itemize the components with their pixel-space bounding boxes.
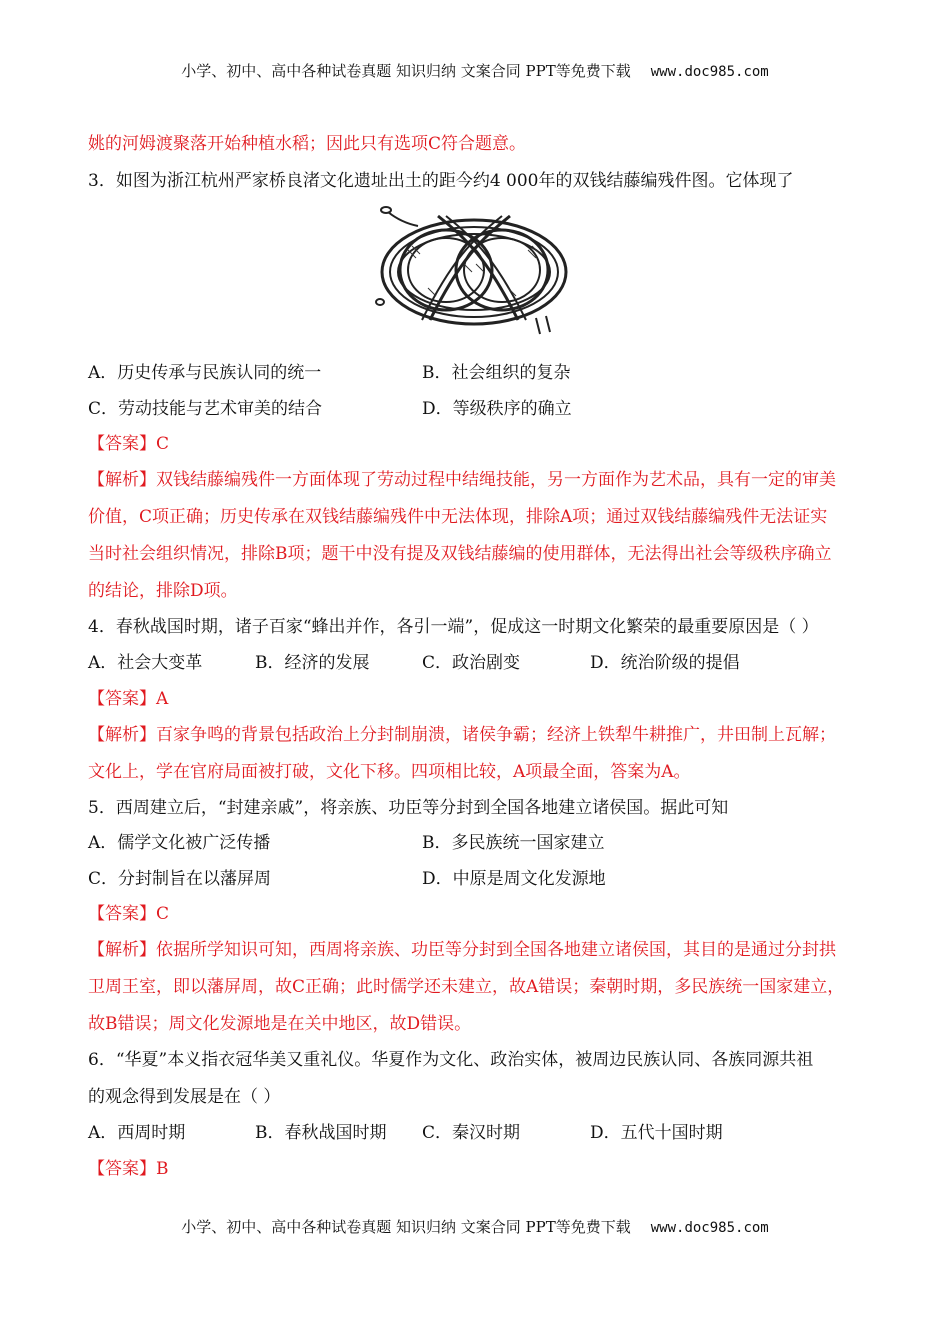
- q3-analysis-line: 【解析】双钱结藤编残件一方面体现了劳动过程中结绳技能，另一方面作为艺术品，具有一定的审美: [88, 470, 836, 490]
- q3-option-d: D．等级秩序的确立: [422, 399, 572, 419]
- footer-url[interactable]: www.doc985.com: [650, 1220, 769, 1236]
- q5-option-c: C．分封制旨在以藩屏周: [88, 869, 272, 889]
- q3-stem: 3．如图为浙江杭州严家桥良渚文化遗址出土的距今约4 000年的双钱结藤编残件图。它体现了: [88, 171, 794, 191]
- q4-option-a: A．社会大变革: [88, 653, 203, 673]
- q5-option-b: B．多民族统一国家建立: [422, 833, 605, 853]
- q4-answer: 【答案】A: [88, 689, 169, 709]
- q5-analysis-line: 卫周王室，即以藩屏周，故C正确；此时儒学还未建立，故A错误；秦朝时期，多民族统一国家建立，: [88, 977, 845, 997]
- q3-answer: 【答案】C: [88, 434, 170, 454]
- page-footer: [0, 1216, 950, 1237]
- q4-option-d: D．统治阶级的提倡: [590, 653, 740, 673]
- q6-stem-line: 的观念得到发展是在（ ）: [88, 1087, 281, 1107]
- q4-analysis-line: 文化上，学在官府局面被打破，文化下移。四项相比较，A项最全面，答案为A。: [88, 762, 691, 782]
- q4-option-b: B．经济的发展: [255, 653, 370, 673]
- q3-option-c: C．劳动技能与艺术审美的结合: [88, 399, 323, 419]
- header-url[interactable]: www.doc985.com: [650, 64, 769, 80]
- q3-analysis-line: 当时社会组织情况，排除B项；题干中没有提及双钱结藤编的使用群体，无法得出社会等级秩序确立: [88, 544, 832, 564]
- q5-option-d: D．中原是周文化发源地: [422, 869, 606, 889]
- footer-text: 小学、初中、高中各种试卷真题 知识归纳 文案合同 PPT等免费下载: [181, 1218, 631, 1236]
- q6-option-a: A．西周时期: [88, 1123, 186, 1143]
- q6-option-b: B．春秋战国时期: [255, 1123, 387, 1143]
- q5-analysis-line: 【解析】依据所学知识可知，西周将亲族、功臣等分封到全国各地建立诸侯国，其目的是通过分封拱: [88, 940, 836, 960]
- q5-answer: 【答案】C: [88, 904, 170, 924]
- prev-analysis-tail: 姚的河姆渡聚落开始种植水稻；因此只有选项C符合题意。: [88, 134, 527, 154]
- q3-analysis-line: 的结论，排除D项。: [88, 581, 238, 601]
- q3-analysis-line: 价值，C项正确；历史传承在双钱结藤编残件中无法体现，排除A项；通过双钱结藤编残件无法证实: [88, 507, 828, 527]
- header-text: 小学、初中、高中各种试卷真题 知识归纳 文案合同 PPT等免费下载: [181, 62, 631, 80]
- double-coin-knot-figure: [368, 200, 580, 336]
- q6-option-d: D．五代十国时期: [590, 1123, 723, 1143]
- q5-stem: 5．西周建立后，“封建亲戚”，将亲族、功臣等分封到全国各地建立诸侯国。据此可知: [88, 798, 729, 818]
- q3-option-b: B．社会组织的复杂: [422, 363, 571, 383]
- q4-stem: 4．春秋战国时期，诸子百家“蜂出并作，各引一端”，促成这一时期文化繁荣的最重要原因是（ ）: [88, 617, 819, 637]
- q3-option-a: A．历史传承与民族认同的统一: [88, 363, 322, 383]
- q4-analysis-line: 【解析】百家争鸣的背景包括政治上分封制崩溃，诸侯争霸；经济上铁犁牛耕推广，井田制上瓦解；: [88, 725, 836, 745]
- q6-option-c: C．秦汉时期: [422, 1123, 521, 1143]
- q4-option-c: C．政治剧变: [422, 653, 521, 673]
- q5-analysis-line: 故B错误；周文化发源地是在关中地区，故D错误。: [88, 1014, 472, 1034]
- q6-stem-line: 6．“华夏”本义指衣冠华美又重礼仪。华夏作为文化、政治实体，被周边民族认同、各族同源共祖: [88, 1050, 814, 1070]
- page-header: [0, 60, 950, 81]
- q5-option-a: A．儒学文化被广泛传播: [88, 833, 271, 853]
- q6-answer: 【答案】B: [88, 1159, 169, 1179]
